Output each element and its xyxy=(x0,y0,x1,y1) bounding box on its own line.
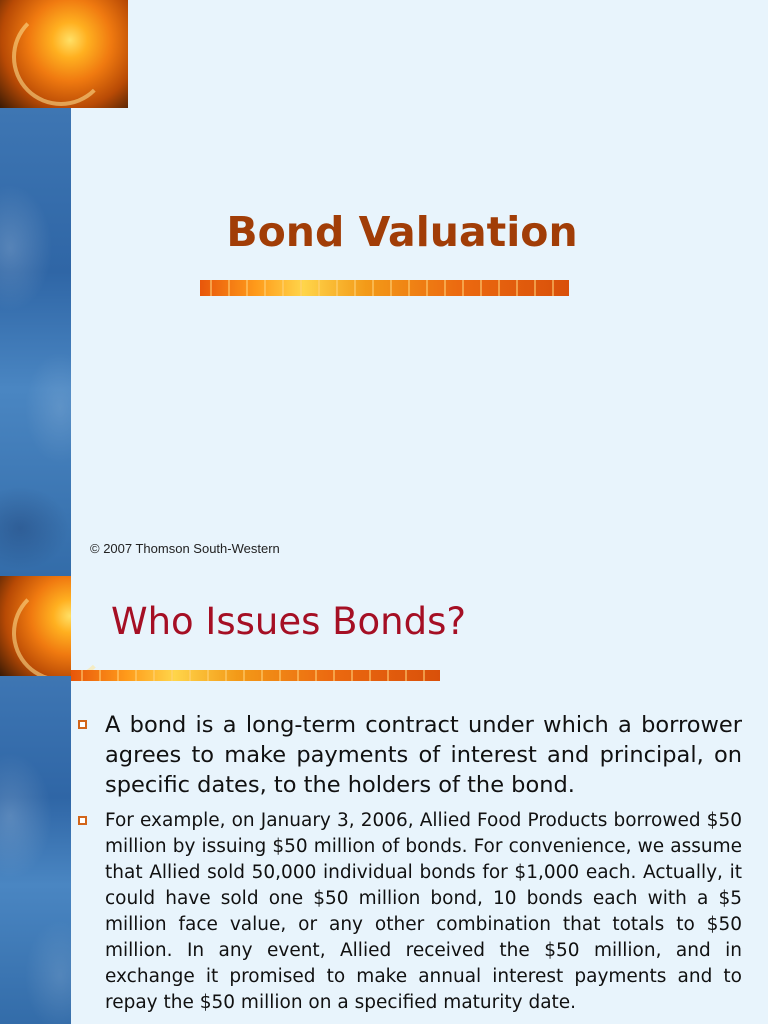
list-item xyxy=(78,710,742,800)
title-underline-bar xyxy=(200,280,569,296)
bullet-text: For example, on January 3, 2006, Allied Food Products borrowed $50 million by issuing $50 million of bonds. For convenience, we assume that Allied sold 50,000 individual bonds for $1,000 each. Actually, it could have sold one $50 million bond, 10 bonds each with a $5 million face value, or any other combination that totals to $50 million. In any event, Allied received the $50 million, and in exchange it promised to make annual interest payments and to repay the $50 million on a specified maturity date. xyxy=(105,810,742,1013)
square-bullet-icon xyxy=(78,720,87,729)
slide-title: Bond Valuation xyxy=(226,208,578,256)
left-decorative-strip xyxy=(0,676,71,1024)
orange-corner-graphic xyxy=(0,0,128,108)
list-item xyxy=(78,808,742,1016)
bullet-list xyxy=(78,710,742,1016)
slide-2 xyxy=(0,576,768,1024)
title-underline-bar xyxy=(71,670,440,681)
orange-corner-graphic xyxy=(0,576,71,676)
copyright-notice: © 2007 Thomson South-Western xyxy=(90,541,280,556)
slide-title: Who Issues Bonds? xyxy=(111,600,467,643)
square-bullet-icon xyxy=(78,816,87,825)
bullet-text: A bond is a long-term contract under which a borrower agrees to make payments of interest and principal, on specific dates, to the holders of the bond. xyxy=(105,712,742,798)
left-decorative-strip xyxy=(0,108,71,576)
